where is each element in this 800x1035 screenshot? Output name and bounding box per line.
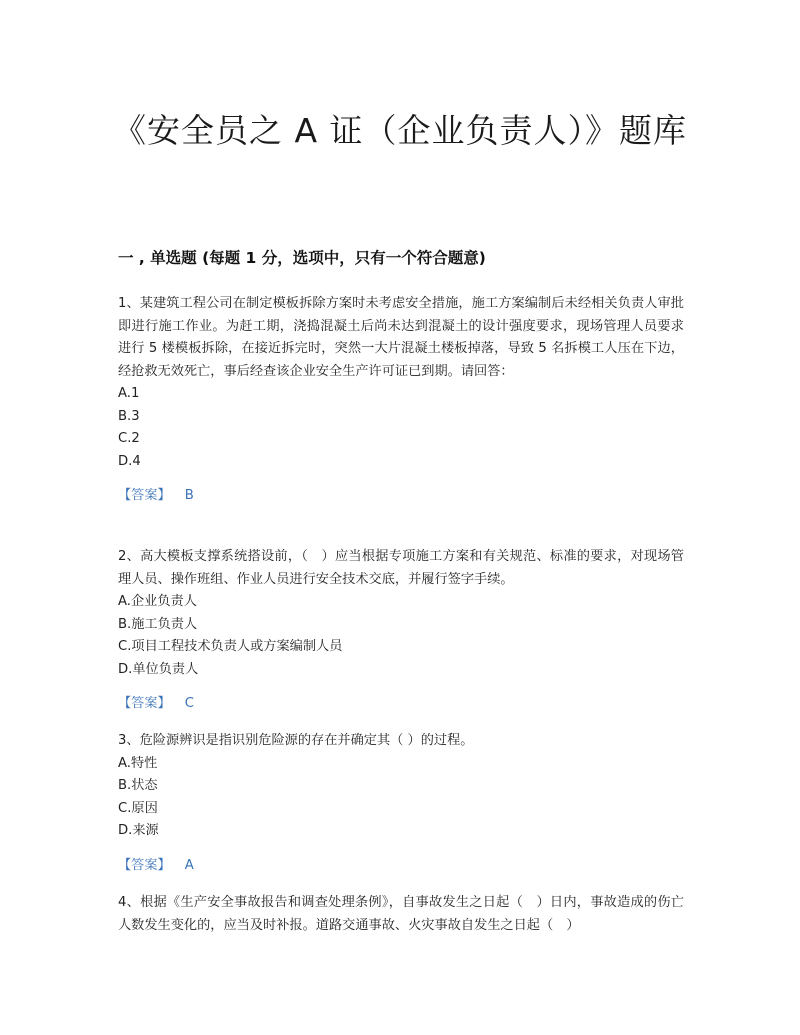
question-stem: 3、危险源辨识是指识别危险源的存在并确定其（ ）的过程。 [118,733,474,748]
option-a: A.1 [118,386,140,401]
question-2 [118,546,684,715]
answer-line [118,693,684,715]
question-3 [118,730,684,877]
question-stem: 2、高大模板支撑系统搭设前，（ ）应当根据专项施工方案和有关规范、标准的要求，对现场管理人员、操作班组、作业人员进行安全技术交底，并履行签字手续。 [118,549,684,587]
option-d: D.来源 [118,823,159,838]
answer-label: 【答案】 [118,696,171,711]
section-heading: 一 , 单选题 (每题 1 分，选项中，只有一个符合题意) [118,249,486,267]
option-a: A.企业负责人 [118,594,197,609]
document-title: 《安全员之 A 证（企业负责人）》题库 [112,111,688,150]
option-a: A.特性 [118,755,158,771]
answer-value: C [184,696,194,711]
answer-line [118,855,684,877]
answer-label: 【答案】 [118,857,171,873]
answer-label: 【答案】 [118,488,171,503]
option-c: C.项目工程技术负责人或方案编制人员 [118,639,343,654]
question-stem: 1、某建筑工程公司在制定模板拆除方案时未考虑安全措施，施工方案编制后未经相关负责人审批即进行施工作业。为赶工期，浇捣混凝土后尚未达到混凝土的设计强度要求，现场管理人员要求进行 5 楼模板拆除，在接近拆完时，突然一大片混凝土楼板掉落，导致 5 名拆模工人压在下边，经抢救无效死亡，事后经查该企业安全生产许可证已到期。请回答： [118,296,684,379]
option-d: D.单位负责人 [118,661,199,677]
option-d: D.4 [118,453,141,469]
answer-value: A [184,857,194,873]
option-c: C.2 [118,431,140,446]
question-stem: 4、根据《生产安全事故报告和调查处理条例》，自事故发生之日起（ ）日内，事故造成的伤亡人数发生变化的，应当及时补报。道路交通事故、火灾事故自发生之日起（ ） [118,895,684,933]
question-1 [118,293,684,507]
option-c: C.原因 [118,800,158,816]
question-4 [118,892,684,937]
answer-value: B [184,488,194,503]
option-b: B.状态 [118,778,158,793]
answer-line [118,485,684,507]
option-b: B.3 [118,408,140,424]
option-b: B.施工负责人 [118,616,198,632]
